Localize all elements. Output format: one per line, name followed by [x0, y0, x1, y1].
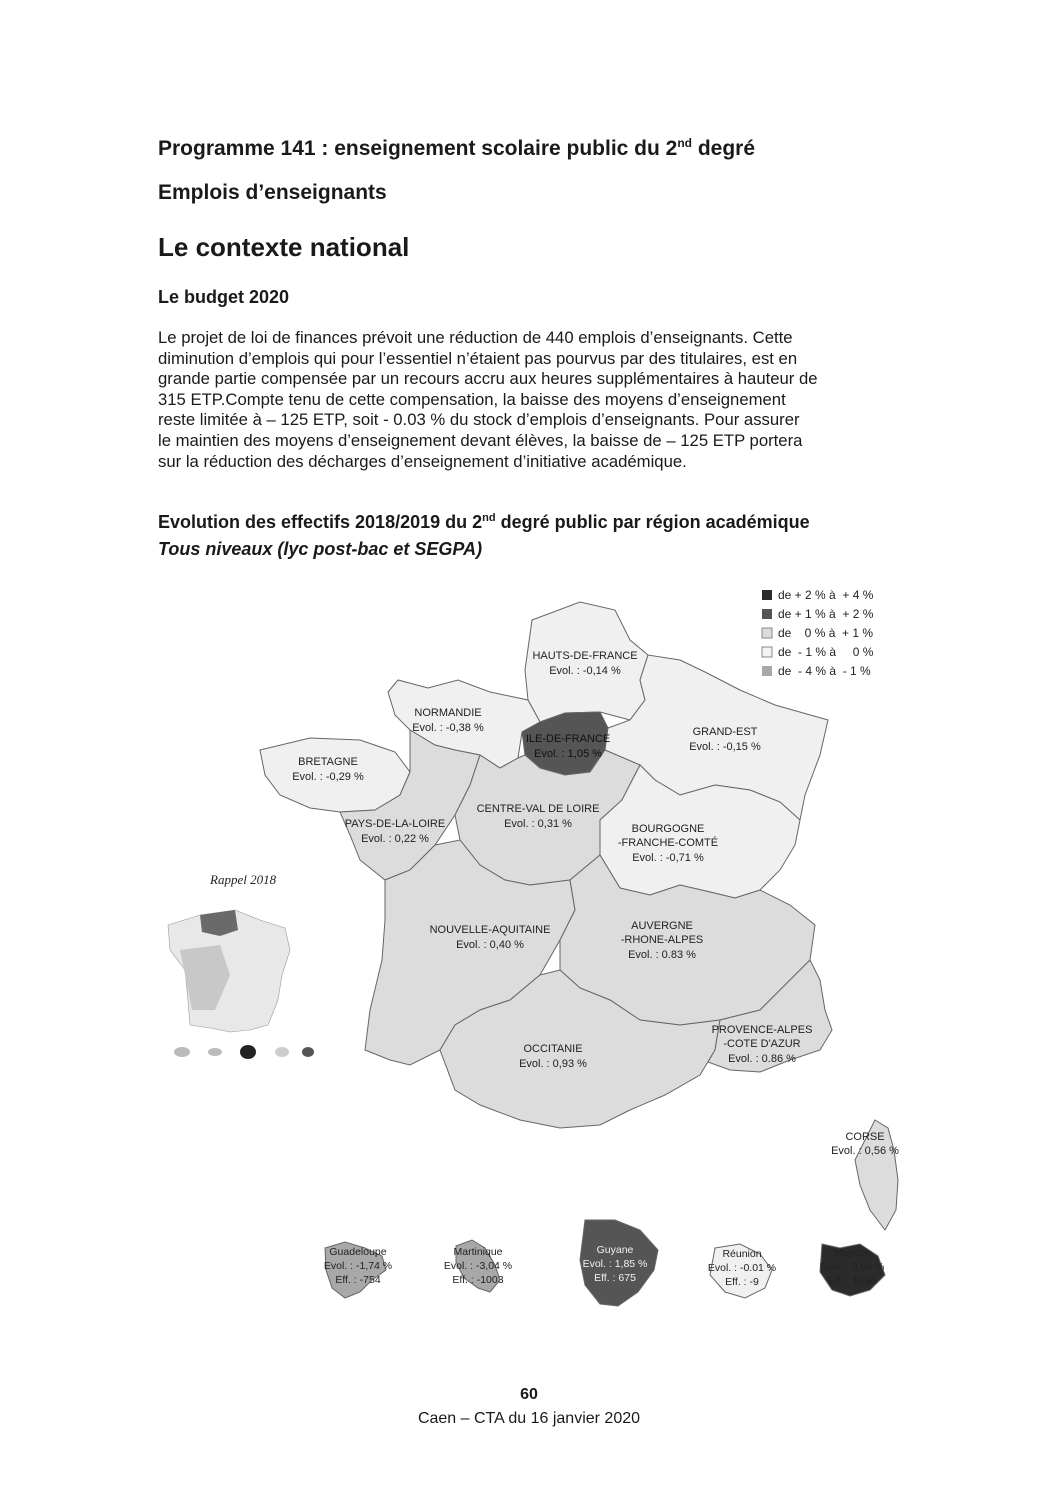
- subsection-heading: Le budget 2020: [158, 287, 290, 307]
- paragraph-line: reste limitée à – 125 ETP, soit - 0.03 % du stock d’emplois d’enseignants. Pour assurer: [158, 410, 800, 430]
- legend-swatch: [762, 609, 772, 619]
- region-evol: Evol. : 1,05 %: [534, 748, 602, 760]
- region-evol: Evol. : -0,15 %: [689, 741, 761, 753]
- region-name: CENTRE-VAL DE LOIRE: [476, 803, 600, 815]
- region-evol: Evol. : -0,38 %: [412, 722, 484, 734]
- overseas-eff: Eff. : -9: [725, 1276, 759, 1288]
- inset-overseas-shape: [208, 1048, 222, 1056]
- legend-swatch: [762, 628, 772, 638]
- region-hauts-de-france: [525, 602, 648, 722]
- overseas-evol: Evol. : -3,04 %: [443, 1260, 513, 1272]
- inset-overseas: [174, 1045, 314, 1059]
- regions: [260, 602, 898, 1230]
- legend-label: de - 4 % à - 1 %: [778, 664, 871, 678]
- region-evol: Evol. : 0.86 %: [728, 1053, 796, 1065]
- legend-label: de + 1 % à + 2 %: [778, 607, 874, 621]
- overseas-name: Réunion: [722, 1248, 762, 1260]
- paragraph-line: 315 ETP.Compte tenu de cette compensation, la baisse des moyens d’enseignement: [158, 389, 786, 409]
- region-evol: Evol. : 0,40 %: [456, 939, 524, 951]
- region-name: PROVENCE-ALPES: [711, 1024, 813, 1036]
- inset-overseas-shape: [174, 1047, 190, 1057]
- map-legend: [762, 588, 874, 678]
- inset-overseas-shape: [240, 1045, 256, 1059]
- region-name: -RHONE-ALPES: [620, 934, 704, 946]
- legend-swatch: [762, 647, 772, 657]
- region-evol: Evol. : 0.83 %: [628, 949, 696, 961]
- subtitle-heading: Emplois d’enseignants: [158, 181, 387, 204]
- region-evol: Evol. : -0,71 %: [632, 852, 704, 864]
- paragraph-line: le maintien des moyens d’enseignement devant élèves, la baisse de – 125 ETP portera: [158, 430, 803, 450]
- overseas-evol: Evol. : 1,85 %: [582, 1258, 648, 1270]
- france-regions-map: [160, 580, 920, 1320]
- region-evol: Evol. : 0,56 %: [831, 1145, 899, 1157]
- region-evol: Evol. : 0,22 %: [361, 833, 429, 845]
- overseas-name: Guadeloupe: [329, 1246, 387, 1258]
- region-evol: Evol. : 0,93 %: [519, 1058, 587, 1070]
- inset-overseas-shape: [275, 1047, 289, 1057]
- inset-label: Rappel 2018: [210, 872, 277, 887]
- overseas-eff: Eff. : 675: [594, 1272, 636, 1284]
- footer-caption: Caen – CTA du 16 janvier 2020: [417, 1410, 641, 1427]
- overseas-eff: Eff. : -754: [335, 1274, 381, 1286]
- region-name: -COTE D'AZUR: [723, 1038, 801, 1050]
- region-evol: Evol. : -0,29 %: [292, 771, 364, 783]
- budget-paragraph: [158, 328, 930, 472]
- overseas-evol: Evol. : -0.01 %: [707, 1262, 777, 1274]
- region-name: HAUTS-DE-FRANCE: [532, 650, 638, 662]
- region-name: OCCITANIE: [523, 1043, 583, 1055]
- legend-swatch: [762, 666, 772, 676]
- region-name: ILE-DE-FRANCE: [525, 733, 611, 745]
- region-name: GRAND-EST: [692, 726, 758, 738]
- page-number: 60: [520, 1386, 538, 1403]
- region-evol: Evol. : 0,31 %: [504, 818, 572, 830]
- overseas-evol: Evol. : -1,74 %: [323, 1260, 393, 1272]
- region-name: AUVERGNE: [631, 920, 693, 932]
- overseas-name: Guyane: [596, 1244, 634, 1256]
- programme-heading: Programme 141 : enseignement scolaire public du 2nd degré: [158, 136, 756, 160]
- figure-subtitle: Tous niveaux (lyc post-bac et SEGPA): [158, 539, 483, 559]
- overseas-labels: [324, 1244, 885, 1288]
- region-evol: Evol. : -0,14 %: [549, 665, 621, 677]
- overseas-name: Mayotte: [833, 1247, 871, 1259]
- figure-title: Evolution des effectifs 2018/2019 du 2nd degré public par région académique: [158, 512, 810, 532]
- overseas-eff: Eff. : 1636: [828, 1275, 876, 1287]
- legend-label: de - 1 % à 0 %: [778, 645, 874, 659]
- paragraph-line: grande partie compensée par un recours accru aux heures supplémentaires à hauteur de: [158, 369, 818, 389]
- paragraph-line: diminution d’emplois qui pour l’essentiel n’étaient pas pourvus par des titulaires, est en: [158, 348, 798, 368]
- region-name: -FRANCHE-COMTÉ: [617, 837, 719, 849]
- inset-overseas-shape: [302, 1047, 314, 1057]
- region-name: BOURGOGNE: [631, 823, 705, 835]
- paragraph-line: Le projet de loi de finances prévoit une réduction de 440 emplois d’enseignants. Cette: [158, 328, 793, 347]
- inset-map-2018: [168, 872, 314, 1059]
- overseas-name: Martinique: [453, 1246, 503, 1258]
- legend-label: de 0 % à + 1 %: [778, 626, 874, 640]
- legend-swatch: [762, 590, 772, 600]
- region-name: NORMANDIE: [414, 707, 482, 719]
- overseas-evol: Evol. : 3,64 %: [819, 1261, 885, 1273]
- overseas-eff: Eff. : -1003: [452, 1274, 504, 1286]
- paragraph-line: sur la réduction des décharges d’enseignement d’initiative académique.: [158, 451, 687, 471]
- region-name: CORSE: [845, 1131, 885, 1143]
- region-name: NOUVELLE-AQUITAINE: [429, 924, 551, 936]
- section-heading: Le contexte national: [158, 232, 410, 262]
- region-name: BRETAGNE: [298, 756, 358, 768]
- legend-label: de + 2 % à + 4 %: [778, 588, 874, 602]
- region-name: PAYS-DE-LA-LOIRE: [344, 818, 446, 830]
